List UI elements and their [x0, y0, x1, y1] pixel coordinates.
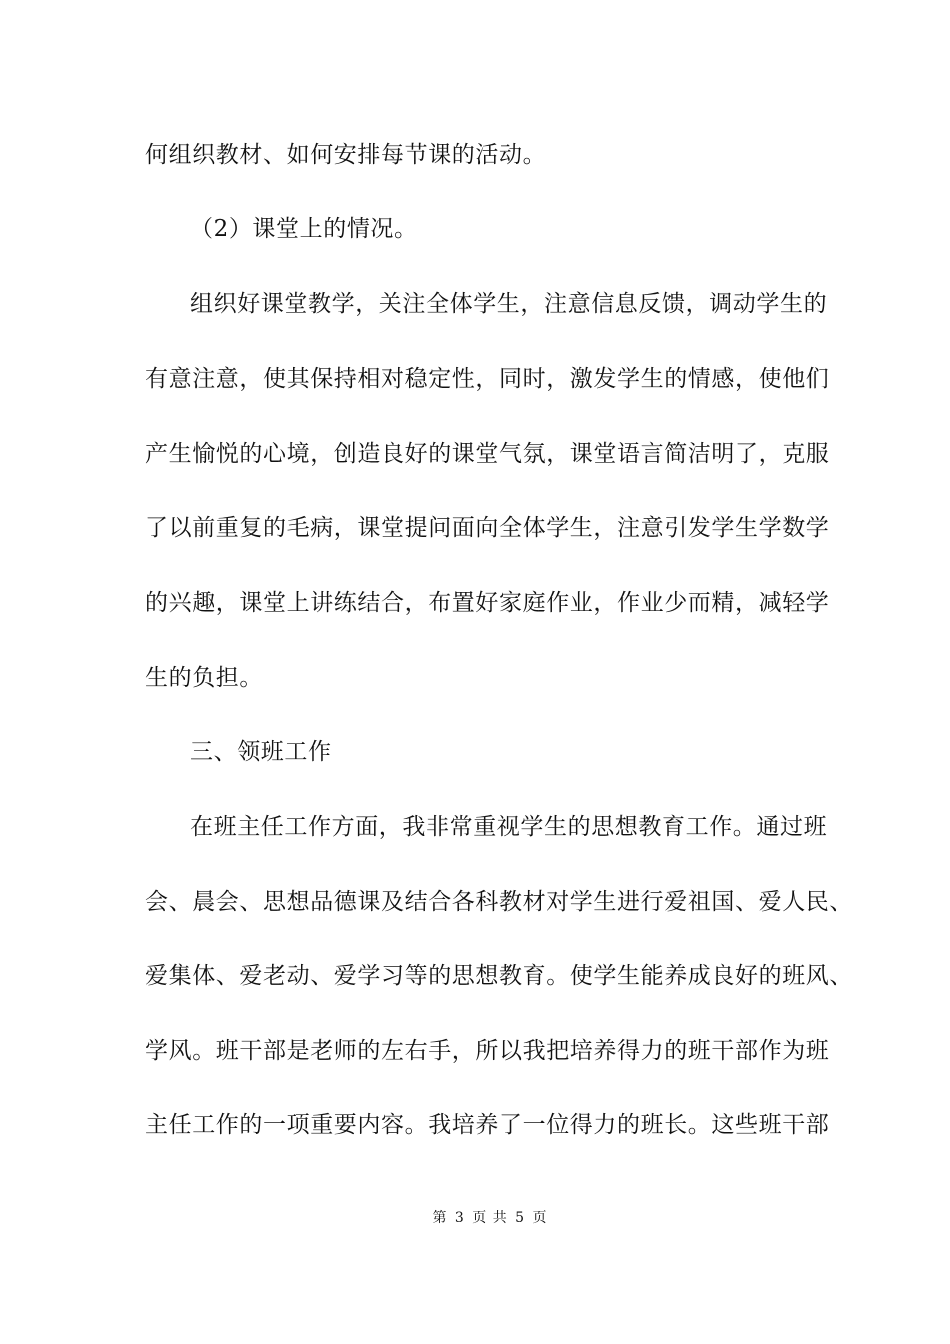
footer-middle: 页 共 — [472, 1210, 508, 1226]
paragraph-line: 会、晨会、思想品德课及结合各科教材对学生进行爱祖国、爱人民、 — [145, 889, 853, 915]
paragraph-line: 爱集体、爱老动、爱学习等的思想教育。使学生能养成良好的班风、 — [145, 963, 853, 989]
paragraph-line: 组织好课堂教学，关注全体学生，注意信息反馈，调动学生的 — [190, 291, 828, 317]
paragraph-line: 产生愉悦的心境，创造良好的课堂气氛，课堂语言简洁明了，克服 — [145, 441, 830, 467]
paragraph-line: 生的负担。 — [145, 665, 263, 691]
paragraph-line: 有意注意，使其保持相对稳定性，同时，激发学生的情感，使他们 — [145, 366, 830, 392]
paragraph-line: 学风。班干部是老师的左右手，所以我把培养得力的班干部作为班 — [145, 1038, 830, 1064]
section-subheading: （2）课堂上的情况。 — [190, 216, 418, 242]
current-page-number: 3 — [454, 1210, 465, 1226]
footer-suffix: 页 — [532, 1210, 548, 1226]
paragraph-line: 在班主任工作方面，我非常重视学生的思想教育工作。通过班 — [190, 814, 828, 840]
section-heading: 三、领班工作 — [190, 739, 332, 765]
paragraph-line: 的兴趣，课堂上讲练结合，布置好家庭作业，作业少而精，减轻学 — [145, 590, 830, 616]
text-line: 何组织教材、如何安排每节课的活动。 — [145, 142, 547, 168]
page-number-footer — [0, 1209, 950, 1227]
paragraph-line: 了以前重复的毛病，课堂提问面向全体学生，注意引发学生学数学 — [145, 515, 830, 541]
footer-prefix: 第 — [432, 1210, 448, 1226]
paragraph-line: 主任工作的一项重要内容。我培养了一位得力的班长。这些班干部 — [145, 1112, 830, 1138]
total-page-count: 5 — [515, 1210, 526, 1226]
